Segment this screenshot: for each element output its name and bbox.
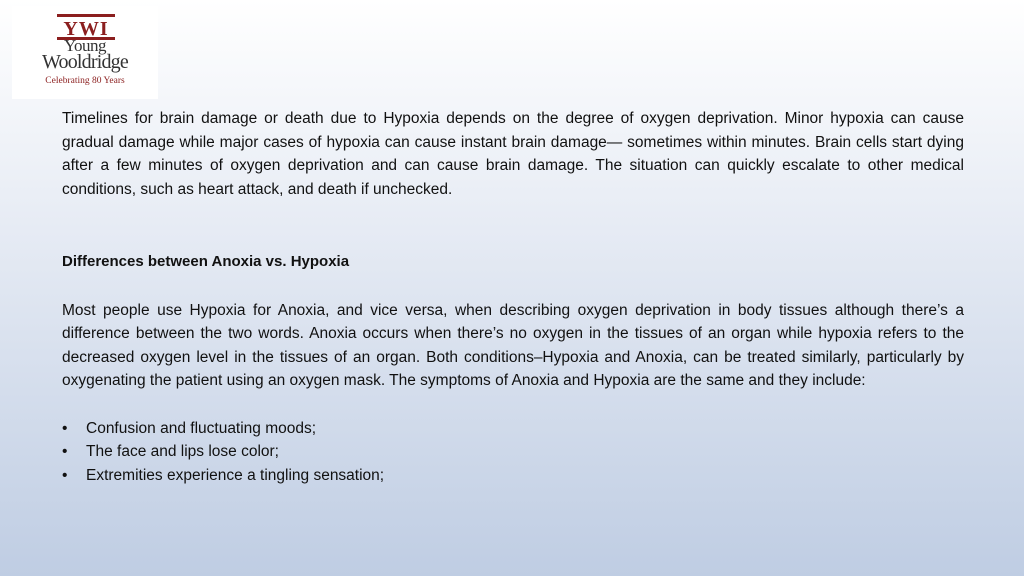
list-item (62, 440, 964, 464)
section-heading: Differences between Anoxia vs. Hypoxia (62, 253, 350, 270)
logo-name-line2: Wooldridge (42, 51, 128, 73)
bullet-icon: • (62, 419, 68, 437)
list-item (62, 464, 964, 488)
list-item-text: The face and lips lose color; (86, 443, 279, 460)
symptom-list (62, 417, 964, 488)
list-item (62, 417, 964, 441)
bullet-icon: • (62, 466, 68, 484)
company-logo (12, 6, 158, 99)
logo-mark-text: YWI (63, 18, 109, 40)
slide-content (62, 107, 964, 487)
body-paragraph: Most people use Hypoxia for Anoxia, and vice versa, when describing oxygen deprivation in body tissues although there’s a difference between the two words. Anoxia occurs when there’s no oxygen in the tissues of an organ while hypoxia refers to the decreased oxygen level in the tissues of an organ. Both conditions–Hypoxia and Anoxia, can be treated similarly, particularly by oxygenating the patient using an oxygen mask. The symptoms of Anoxia and Hypoxia are the same and they include: (62, 301, 964, 389)
intro-paragraph: Timelines for brain damage or death due to Hypoxia depends on the degree of oxygen deprivation. Minor hypoxia can cause gradual damage while major cases of hypoxia can cause instant brain damage— sometimes within minutes. Brain cells start dying after a few minutes of oxygen deprivation and can cause brain damage. The situation can quickly escalate to other medical conditions, such as heart attack, and death if unchecked. (62, 110, 964, 198)
bullet-icon: • (62, 443, 68, 460)
list-item-text: Confusion and fluctuating moods; (86, 419, 317, 437)
list-item-text: Extremities experience a tingling sensation; (86, 466, 385, 484)
logo-tagline: Celebrating 80 Years (45, 76, 125, 86)
logo-name-line1: Young (63, 36, 107, 55)
